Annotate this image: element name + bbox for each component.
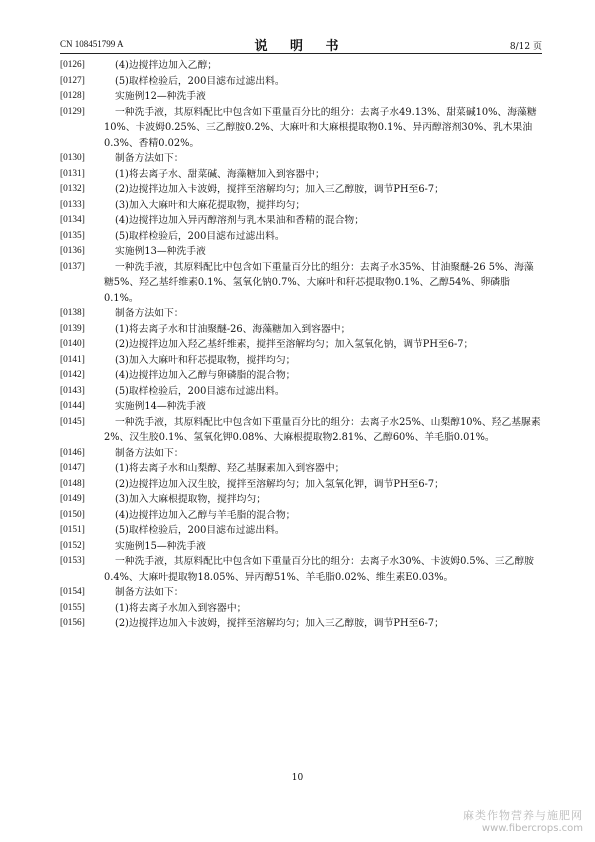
paragraph-text: 一种洗手液，其原料配比中包含如下重量百分比的组分：去离子水30%、卡波姆0.5%、三乙醇胺0.4%、大麻叶提取物18.05%、异丙醇51%、羊毛脂0.02%、维生素E0.03%。 xyxy=(104,556,534,583)
paragraph-number: [0129] xyxy=(60,106,85,117)
paragraph-text: 实施例14—种洗手液 xyxy=(115,401,206,412)
paragraph xyxy=(60,539,542,555)
paragraph-text: 实施例12—种洗手液 xyxy=(115,91,206,102)
paragraph-text: (2)边搅拌边加入卡波姆，搅拌至溶解均匀；加入三乙醇胺，调节PH至6-7； xyxy=(115,618,444,629)
paragraph-text: (5)取样检验后，200目滤布过滤出料。 xyxy=(115,525,285,536)
paragraph-number: [0148] xyxy=(60,478,85,489)
watermark-url: www.fibercrops.com xyxy=(481,823,583,834)
paragraph-number: [0155] xyxy=(60,602,85,613)
paragraph-text: 一种洗手液，其原料配比中包含如下重量百分比的组分：去离子水49.13%、甜菜碱10%、海藻糖10%、卡波姆0.25%、三乙醇胺0.2%、大麻叶和大麻根提取物0.1%、异丙醇溶剂30%、乳木果油0.3%、香精0.02%。 xyxy=(104,106,537,149)
paragraph-number: [0147] xyxy=(60,463,85,473)
page-number: 10 xyxy=(291,773,304,783)
paragraph-text: (4)边搅拌边加入乙醇； xyxy=(115,60,218,71)
paragraph-number: [0151] xyxy=(60,525,85,535)
paragraph-text: (1)将去离子水和甘油聚醚-26、海藻糖加入到容器中； xyxy=(115,323,351,335)
paragraph-text: (5)取样检验后，200目滤布过滤出料。 xyxy=(115,230,285,242)
paragraph xyxy=(60,198,542,214)
paragraph-text: 实施例15—种洗手液 xyxy=(115,540,206,552)
paragraph-text: (1)将去离子水、甜菜碱、海藻糖加入到容器中； xyxy=(115,168,325,180)
paragraph-number: [0156] xyxy=(60,618,85,628)
paragraph-number: [0126] xyxy=(60,60,85,70)
paragraph xyxy=(60,554,542,585)
paragraph-number: [0130] xyxy=(60,153,85,163)
paragraph xyxy=(60,229,542,245)
paragraph xyxy=(60,244,542,260)
paragraph xyxy=(60,492,542,508)
header-rule xyxy=(60,53,542,54)
paragraph-text: (5)取样检验后，200目滤布过滤出料。 xyxy=(115,385,285,397)
document-body xyxy=(60,58,542,632)
paragraph xyxy=(60,58,542,74)
paragraph-text: (3)加入大麻根提取物，搅拌均匀； xyxy=(115,494,267,505)
paragraph-text: 一种洗手液，其原料配比中包含如下重量百分比的组分：去离子水25%、山梨醇10%、羟乙基脲素2%、汉生胶0.1%、氢氧化钾0.08%、大麻根提取物2.81%、乙醇60%、羊毛脂0.01%。 xyxy=(104,416,541,443)
paragraph xyxy=(60,384,542,400)
paragraph-number: [0128] xyxy=(60,91,85,101)
paragraph xyxy=(60,337,542,353)
paragraph-text: 制备方法如下： xyxy=(115,308,184,319)
paragraph-number: [0133] xyxy=(60,199,85,210)
paragraph-text: (3)加入大麻叶和大麻花提取物，搅拌均匀； xyxy=(115,199,306,211)
paragraph-number: [0145] xyxy=(60,416,85,427)
watermark-title: 麻类作物营养与施肥网 xyxy=(463,809,583,822)
paragraph xyxy=(60,399,542,415)
paragraph xyxy=(60,446,542,462)
paragraph xyxy=(60,477,542,493)
paragraph-text: (1)将去离子水和山梨醇、羟乙基脲素加入到容器中； xyxy=(115,463,345,474)
paragraph-number: [0154] xyxy=(60,587,85,597)
page-info: 8/12 页 xyxy=(509,42,542,52)
document-title: 说 明 书 xyxy=(254,39,348,54)
paragraph-number: [0149] xyxy=(60,494,85,504)
paragraph-number: [0139] xyxy=(60,323,85,334)
paragraph xyxy=(60,213,542,229)
paragraph-number: [0137] xyxy=(60,261,85,272)
paragraph-text: 制备方法如下： xyxy=(115,153,184,164)
paragraph xyxy=(60,523,542,539)
paragraph-number: [0144] xyxy=(60,401,85,411)
paragraph xyxy=(60,368,542,384)
paragraph-text: (4)边搅拌边加入乙醇与卵磷脂的混合物； xyxy=(115,370,296,381)
paragraph-text: (4)边搅拌边加入乙醇与羊毛脂的混合物； xyxy=(115,509,296,521)
paragraph-text: (1)将去离子水加入到容器中； xyxy=(115,602,247,614)
paragraph-number: [0141] xyxy=(60,354,85,365)
paragraph xyxy=(60,415,542,446)
paragraph xyxy=(60,74,542,90)
paragraph xyxy=(60,260,542,307)
paragraph-number: [0135] xyxy=(60,230,85,241)
paragraph xyxy=(60,508,542,524)
paragraph xyxy=(60,105,542,152)
paragraph-number: [0132] xyxy=(60,184,85,194)
site-watermark xyxy=(463,807,583,834)
paragraph xyxy=(60,353,542,369)
paragraph-text: (3)加入大麻叶和秆芯提取物，搅拌均匀； xyxy=(115,354,296,366)
paragraph xyxy=(60,322,542,338)
paragraph xyxy=(60,461,542,477)
paragraph-number: [0146] xyxy=(60,447,85,458)
paragraph xyxy=(60,616,542,632)
paragraph-text: 一种洗手液，其原料配比中包含如下重量百分比的组分：去离子水35%、甘油聚醚-26 5%、海藻糖5%、羟乙基纤维素0.1%、氢氧化钠0.7%、大麻叶和秆芯提取物0.1%、乙醇54%、卵磷脂0.1%。 xyxy=(104,261,534,304)
paragraph xyxy=(60,151,542,167)
paragraph-text: (5)取样检验后，200目滤布过滤出料。 xyxy=(115,75,285,87)
publication-number: CN 108451799 A xyxy=(60,39,124,49)
paragraph-number: [0127] xyxy=(60,75,85,86)
paragraph-number: [0142] xyxy=(60,370,85,380)
paragraph xyxy=(60,167,542,183)
paragraph-number: [0140] xyxy=(60,339,85,349)
paragraph-text: (2)边搅拌边加入卡波姆，搅拌至溶解均匀；加入三乙醇胺，调节PH至6-7； xyxy=(115,184,444,195)
paragraph-text: (4)边搅拌边加入异丙醇溶剂与乳木果油和香精的混合物； xyxy=(115,215,365,226)
paragraph-text: (2)边搅拌边加入汉生胶，搅拌至溶解均匀；加入氢氧化钾，调节PH至6-7； xyxy=(115,478,444,490)
paragraph-number: [0134] xyxy=(60,215,85,225)
paragraph-number: [0153] xyxy=(60,556,85,566)
paragraph-text: 实施例13—种洗手液 xyxy=(115,246,206,257)
paragraph xyxy=(60,601,542,617)
paragraph-number: [0131] xyxy=(60,168,85,179)
paragraph-text: 制备方法如下： xyxy=(115,447,184,459)
paragraph xyxy=(60,182,542,198)
paragraph-text: 制备方法如下： xyxy=(115,587,184,598)
paragraph-number: [0143] xyxy=(60,385,85,396)
paragraph-number: [0152] xyxy=(60,540,85,551)
paragraph xyxy=(60,585,542,601)
paragraph-text: (2)边搅拌边加入羟乙基纤维素，搅拌至溶解均匀；加入氢氧化钠，调节PH至6-7； xyxy=(115,339,474,350)
paragraph-number: [0138] xyxy=(60,308,85,318)
paragraph-number: [0136] xyxy=(60,246,85,256)
paragraph xyxy=(60,89,542,105)
paragraph-number: [0150] xyxy=(60,509,85,520)
paragraph xyxy=(60,306,542,322)
page-header xyxy=(60,36,542,52)
